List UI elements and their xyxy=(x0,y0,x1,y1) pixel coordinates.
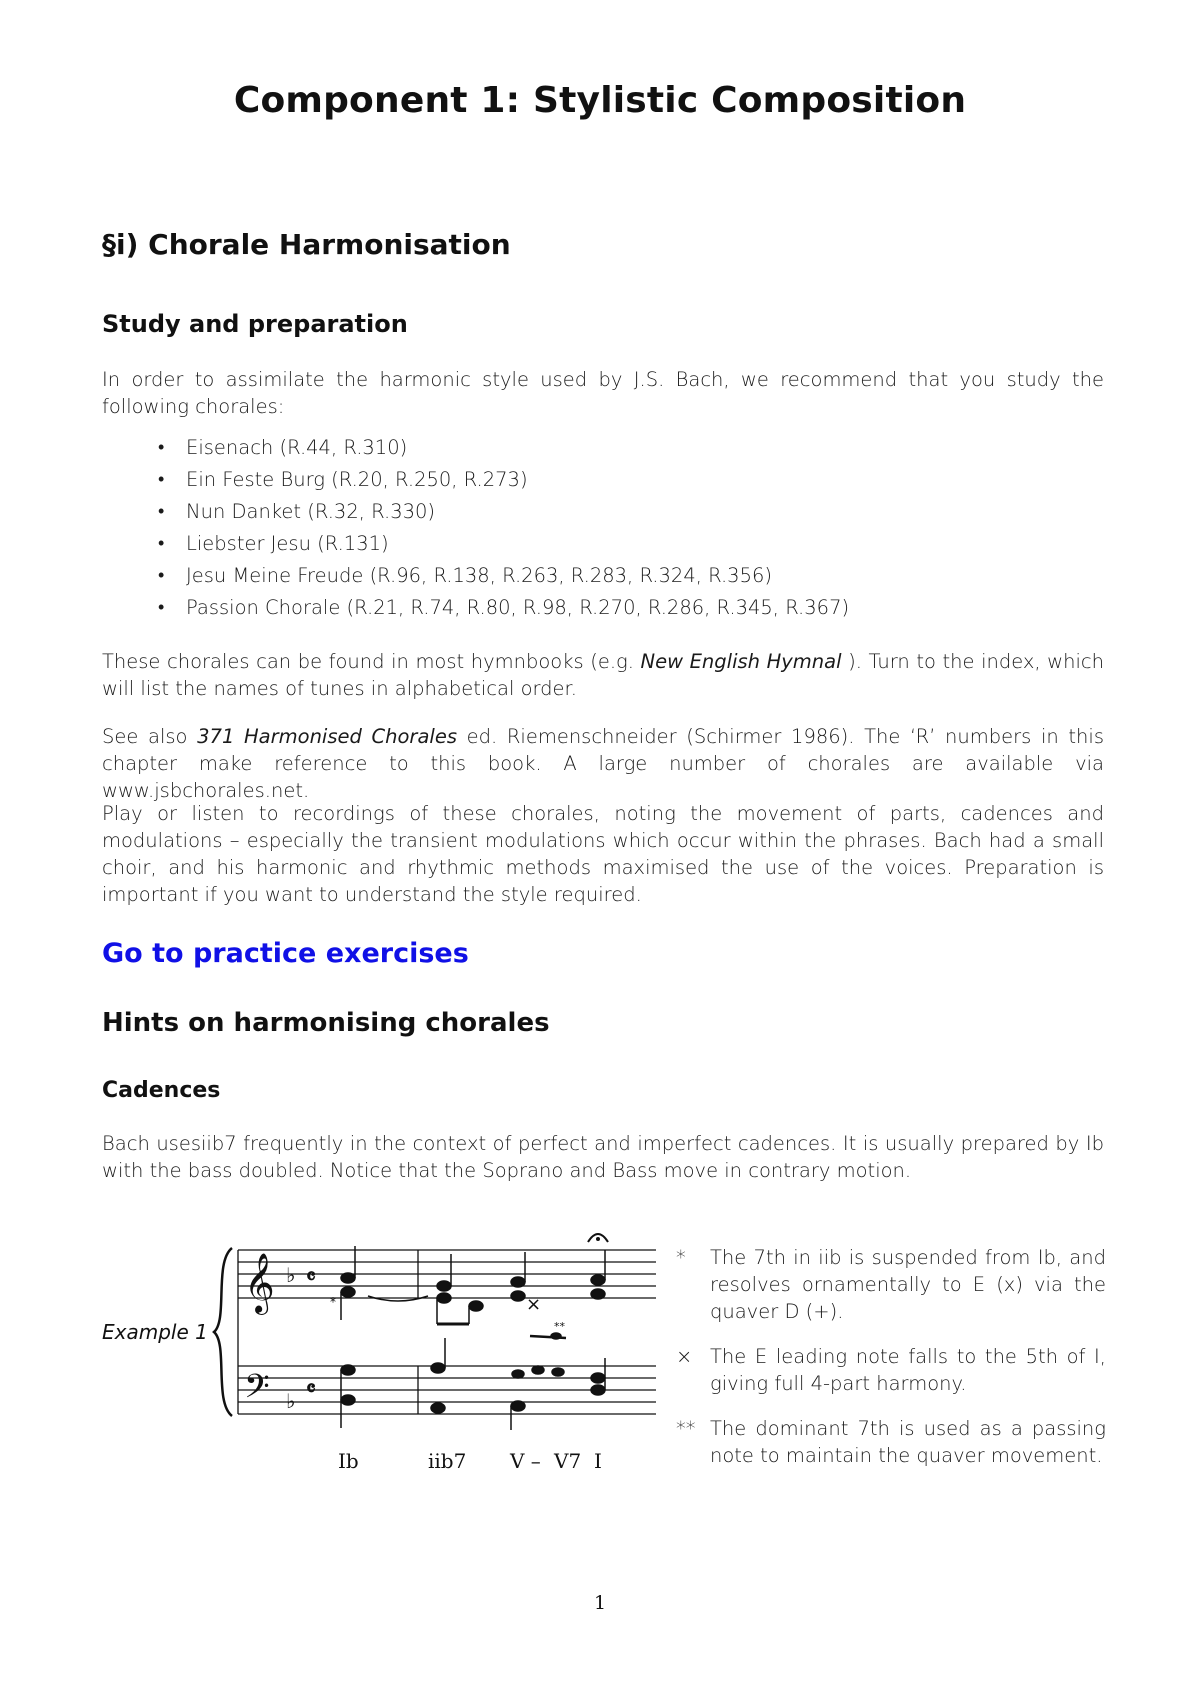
practice-exercises-link[interactable]: Go to practice exercises xyxy=(102,938,469,969)
note-text: The 7th in iib is suspended from Ib, and resolves ornamentally to E (x) via the quaver D (+). xyxy=(710,1246,1106,1323)
note-item xyxy=(676,1415,1106,1469)
list-item: • Jesu Meine Freude (R.96, R.138, R.263, R.283, R.324, R.356) xyxy=(102,560,849,592)
note-mark: ** xyxy=(676,1417,696,1440)
chord-label: V7 xyxy=(554,1449,582,1473)
page-number: 1 xyxy=(593,1592,607,1614)
time-signature-icon: 𝄴 xyxy=(306,1265,316,1290)
time-signature-icon: 𝄴 xyxy=(306,1377,316,1402)
list-item: • Passion Chorale (R.21, R.74, R.80, R.98, R.270, R.286, R.345, R.367) xyxy=(102,592,849,624)
note-item xyxy=(676,1244,1106,1325)
note-mark: × xyxy=(676,1345,693,1368)
mark-star: * xyxy=(330,1295,336,1309)
text-run: ed. Riemenschneider (Schirmer 1986). The ‘R’ numbers in this chapter make reference to this book. A large number of chorales are available via www.jsbchorales.net. xyxy=(102,725,1104,802)
mark-double-star: ** xyxy=(554,1320,565,1333)
chord-label: I xyxy=(594,1449,602,1473)
note-item xyxy=(676,1343,1106,1397)
section-heading: §i) Chorale Harmonisation xyxy=(102,228,511,261)
mark-cross: × xyxy=(526,1294,542,1315)
chord-label: Ib xyxy=(338,1449,359,1473)
example-notes xyxy=(676,1244,1106,1487)
chord-label: V – xyxy=(510,1449,541,1473)
book-title: 371 Harmonised Chorales xyxy=(197,725,457,748)
list-item: • Liebster Jesu (R.131) xyxy=(102,528,849,560)
text-run: ). Turn to the index, which will list the names of tunes in alphabetical order. xyxy=(102,650,1104,700)
study-intro: In order to assimilate the harmonic style used by J.S. Bach, we recommend that you study the following chorales: xyxy=(102,368,1104,418)
list-item: • Ein Feste Burg (R.20, R.250, R.273) xyxy=(102,464,849,496)
bass-notes xyxy=(341,1338,605,1430)
book-title: New English Hymnal xyxy=(640,650,842,673)
text-run: These chorales can be found in most hymnbooks (e.g. xyxy=(102,650,641,673)
hints-heading: Hints on harmonising chorales xyxy=(102,1008,550,1038)
note-text: The E leading note falls to the 5th of I, giving full 4-part harmony. xyxy=(710,1345,1106,1395)
study-heading: Study and preparation xyxy=(102,310,408,338)
treble-clef-icon: 𝄞 xyxy=(244,1253,275,1313)
brace xyxy=(214,1248,232,1416)
key-signature-icon: ♭ xyxy=(286,1263,296,1287)
cadences-paragraph: Bach usesiib7 frequently in the context of perfect and imperfect cadences. It is usually prepared by Ib with the bass doubled. Notice that the Soprano and Bass move in contrary motion. xyxy=(102,1132,1104,1182)
cadences-heading: Cadences xyxy=(102,1078,221,1103)
list-item: • Nun Danket (R.32, R.330) xyxy=(102,496,849,528)
list-item: • Eisenach (R.44, R.310) xyxy=(102,432,849,464)
key-signature-icon: ♭ xyxy=(286,1389,296,1413)
chord-labels xyxy=(338,1449,602,1473)
chord-label: iib7 xyxy=(428,1449,467,1473)
treble-notes xyxy=(341,1246,605,1339)
paragraph-recordings: Play or listen to recordings of these chorales, noting the movement of parts, cadences and modulations – especially the transient modulations which occur within the phrases. Bach had a small choir, and his harmonic and rhythmic methods maximised the use of the voices. Preparation is important if you want to understand the style required. xyxy=(102,802,1104,906)
note-mark: * xyxy=(676,1246,686,1269)
text-run: See also xyxy=(102,725,198,748)
example-label: Example 1 xyxy=(102,1320,208,1344)
note-text: The dominant 7th is used as a passing note to maintain the quaver movement. xyxy=(710,1417,1106,1467)
page-title: Component 1: Stylistic Composition xyxy=(233,80,967,121)
bass-clef-icon: 𝄢 xyxy=(244,1368,270,1414)
